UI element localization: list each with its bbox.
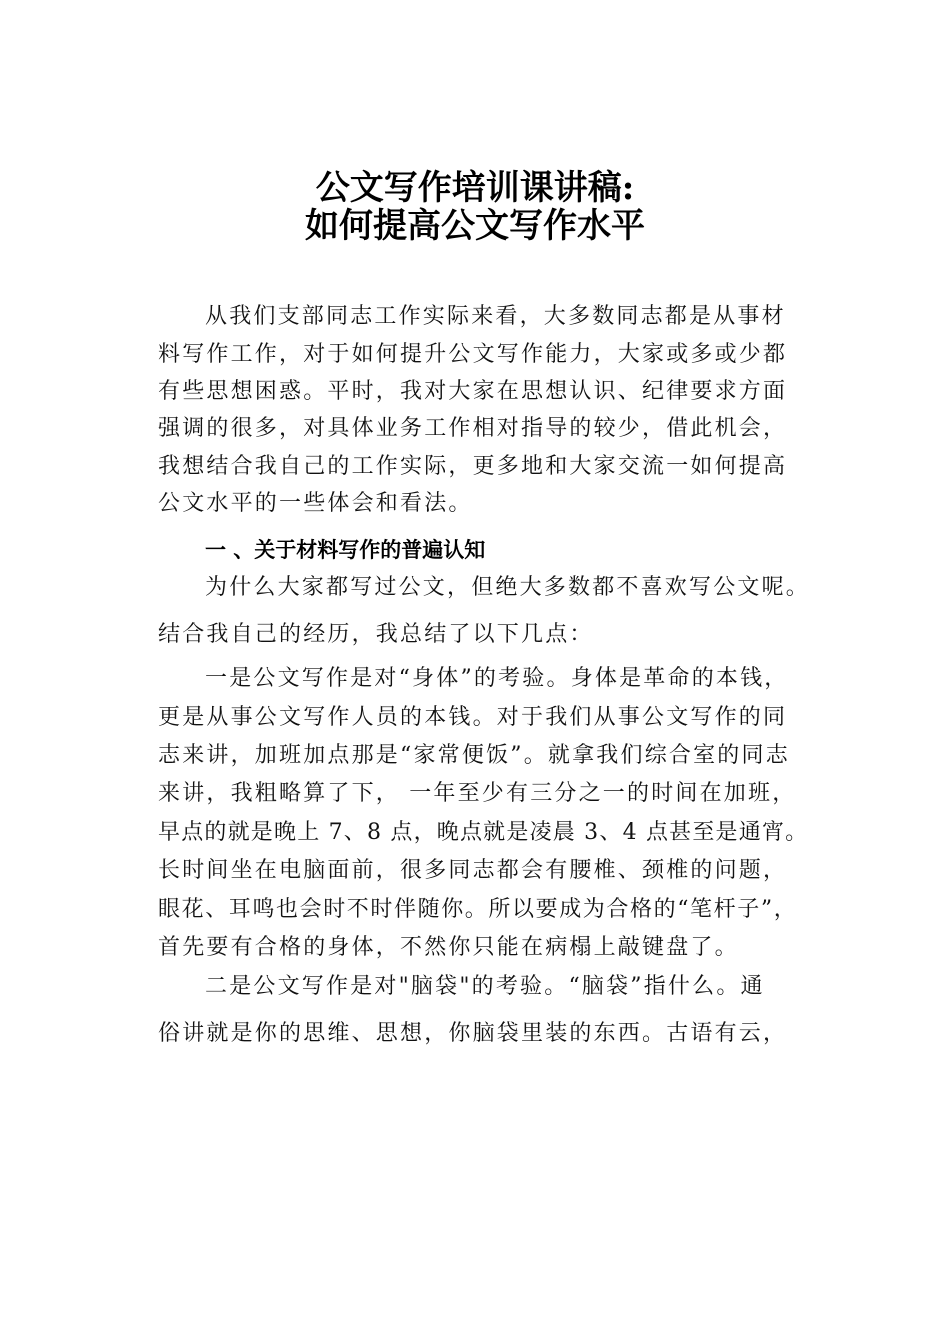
document-title-line-1: 公文写作培训课讲稿: — [315, 168, 635, 208]
paragraph-line: 来讲，我粗略算了下， 一年至少有三分之一的时间在加班， — [158, 781, 797, 806]
paragraph-line: 眼花、耳鸣也会时不时伴随你。所以要成为合格的“笔杆子”， — [158, 897, 798, 922]
paragraph-line: 从我们支部同志工作实际来看，大多数同志都是从事材 — [205, 304, 786, 329]
paragraph-line: 强调的很多，对具体业务工作相对指导的较少，借此机会， — [158, 416, 788, 441]
paragraph-line: 为什么大家都写过公文，但绝大多数都不喜欢写公文呢。 — [205, 575, 811, 600]
paragraph-line: 更是从事公文写作人员的本钱。对于我们从事公文写作的同 — [158, 705, 788, 730]
paragraph-line: 志来讲，加班加点那是“家常便饭”。就拿我们综合室的同志 — [158, 743, 790, 768]
paragraph-line: 有些思想困惑。平时，我对大家在思想认识、纪律要求方面 — [158, 379, 788, 404]
paragraph-line: 二是公文写作是对"脑袋"的考验。“脑袋”指什么。通 — [205, 974, 765, 999]
paragraph-line: 长时间坐在电脑面前，很多同志都会有腰椎、颈椎的问题， — [158, 858, 788, 883]
document-title-line-2: 如何提高公文写作水平 — [305, 206, 645, 246]
paragraph-line: 我想结合我自己的工作实际，更多地和大家交流一如何提高 — [158, 454, 788, 479]
section-heading: 一 、关于材料写作的普遍认知 — [205, 538, 486, 562]
paragraph-line: 结合我自己的经历，我总结了以下几点： — [158, 622, 594, 647]
paragraph-line: 俗讲就是你的思维、思想，你脑袋里装的东西。古语有云， — [158, 1021, 788, 1046]
paragraph-line: 早点的就是晚上 7、8 点，晚点就是凌晨 3、4 点甚至是通宵。 — [158, 820, 809, 845]
paragraph-line: 首先要有合格的身体，不然你只能在病榻上敲键盘了。 — [158, 935, 739, 960]
paragraph-line: 料写作工作，对于如何提升公文写作能力，大家或多或少都 — [158, 342, 788, 367]
paragraph-line: 一是公文写作是对“身体”的考验。身体是革命的本钱， — [205, 666, 789, 691]
paragraph-line: 公文水平的一些体会和看法。 — [158, 491, 473, 516]
